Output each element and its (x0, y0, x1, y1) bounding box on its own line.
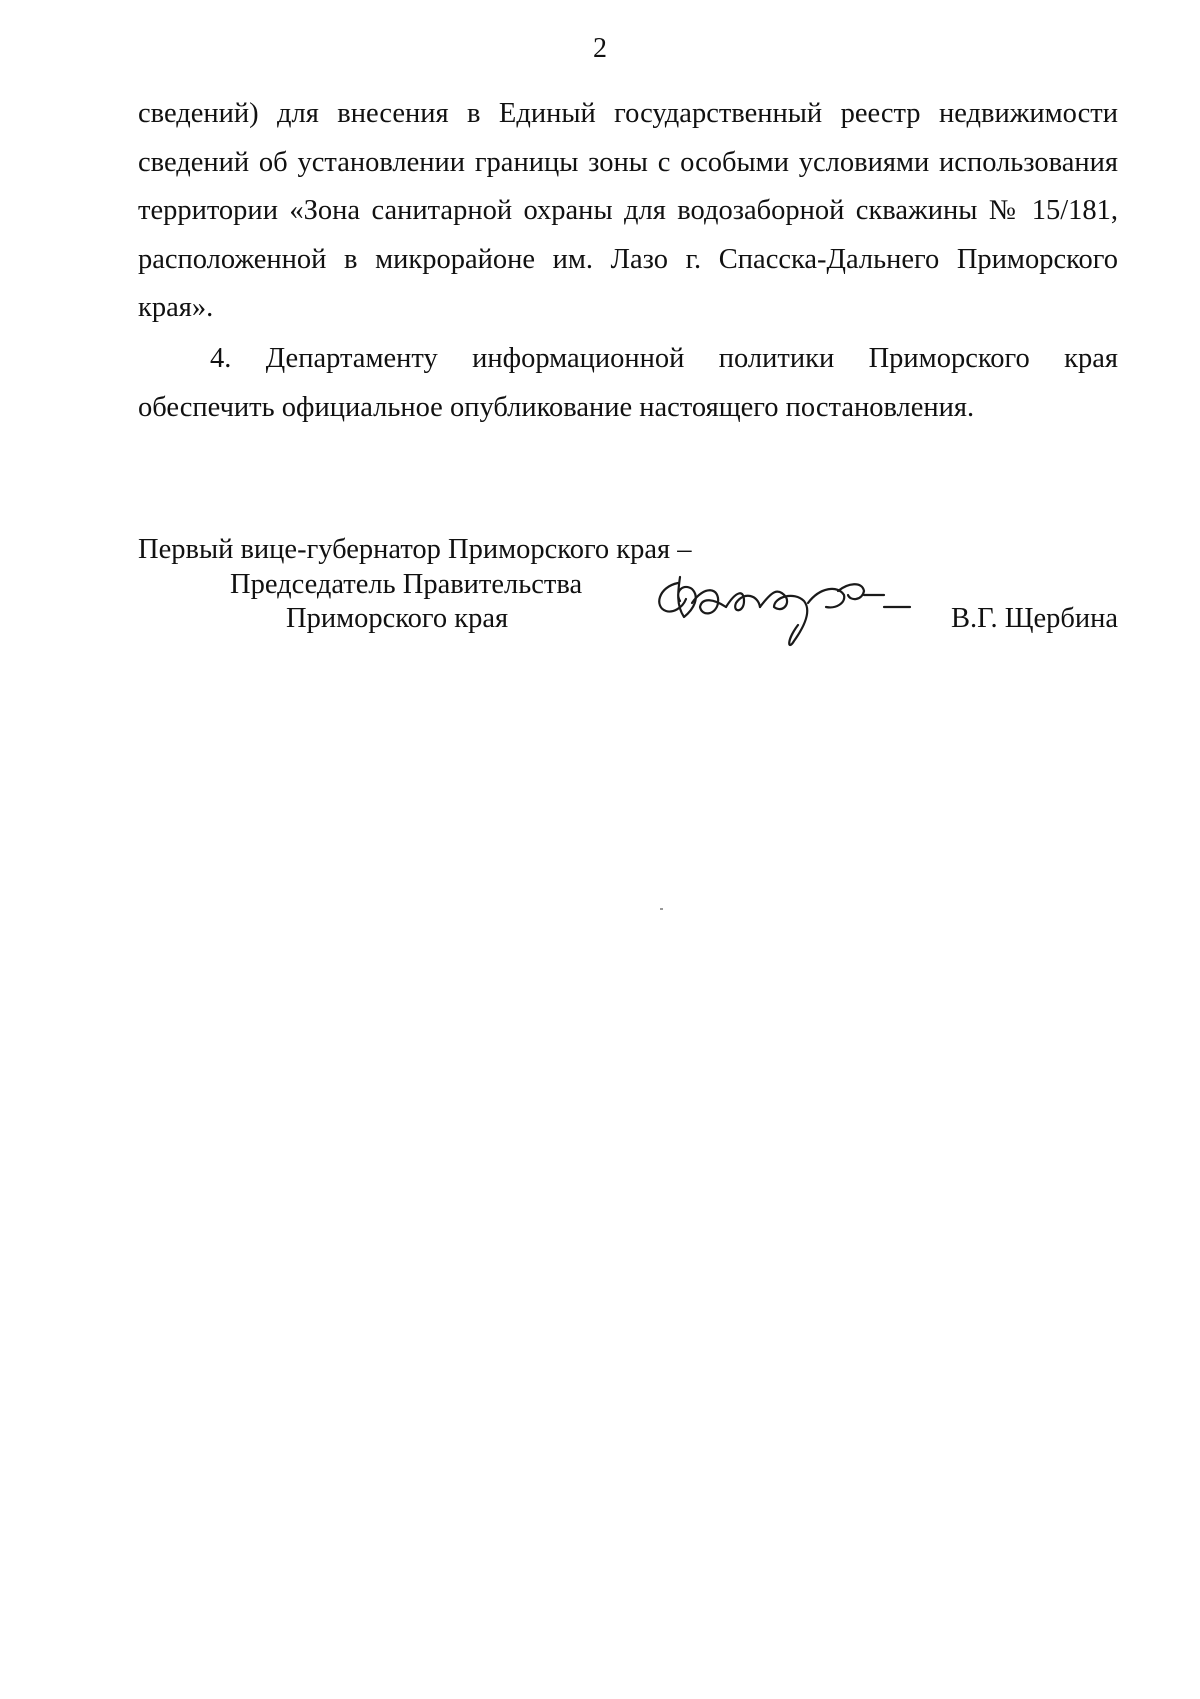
body-line: 4. Департаменту информационной политики Приморского края (210, 343, 1118, 374)
body-line: территории «Зона санитарной охраны для водозаборной скважины № 15/181, (138, 195, 1118, 226)
scan-speck (660, 908, 663, 910)
signer-name: В.Г. Щербина (951, 603, 1118, 634)
signature-block (138, 533, 1118, 653)
signer-position-line: Приморского края (286, 603, 509, 634)
body-line: сведений) для внесения в Единый государственный реестр недвижимости (138, 98, 1118, 129)
body-paragraph-2 (138, 335, 1118, 432)
page-number: 2 (593, 33, 607, 64)
body-line: расположенной в микрорайоне им. Лазо г. Спасска-Дальнего Приморского (138, 243, 1118, 275)
body-line: края». (138, 292, 214, 323)
body-line: сведений об установлении границы зоны с особыми условиями использования (138, 146, 1118, 178)
body-paragraph-1 (138, 90, 1118, 333)
signer-position-line: Первый вице-губернатор Приморского края – (138, 534, 692, 565)
body-line: обеспечить официальное опубликование настоящего постановления. (138, 391, 975, 423)
signer-position-line: Председатель Правительства (230, 569, 583, 600)
